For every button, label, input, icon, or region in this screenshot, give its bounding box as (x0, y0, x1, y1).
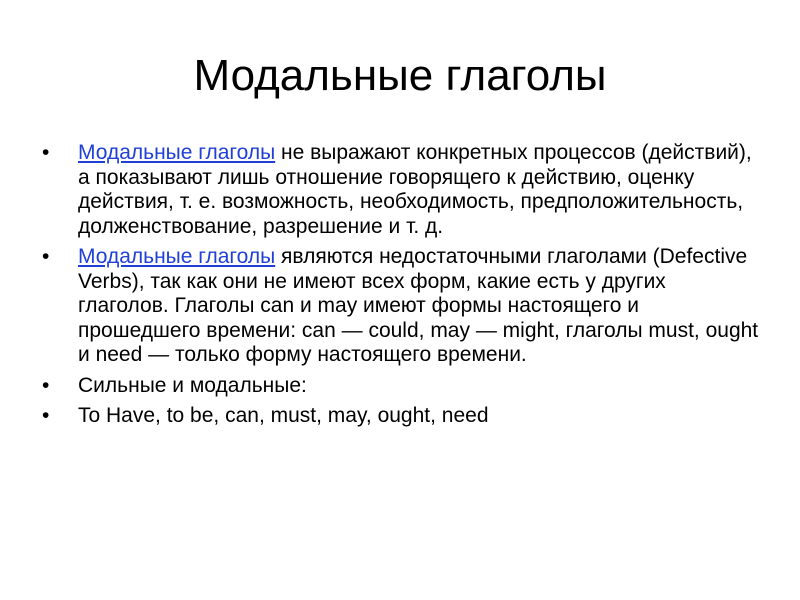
bullet-item-1 (40, 141, 760, 239)
bullet-1-link[interactable]: Модальные глаголы (78, 141, 276, 164)
bullet-list (40, 141, 760, 435)
bullet-dot-icon: • (42, 245, 50, 268)
bullet-2-link[interactable]: Модальные глаголы (78, 245, 276, 268)
bullet-item-3 (40, 374, 760, 399)
slide-title: Модальные глаголы (193, 51, 607, 100)
bullet-4-text: To Have, to be, can, must, may, ought, need (78, 404, 489, 427)
bullet-dot-icon: • (42, 404, 50, 427)
bullet-1-text: не выражают конкретных процессов (действий), а показывают лишь отношение говорящего к действию, оценку действия, т. е. возможность, необходимость, предположительность, долженствование, разрешение и т. д. (78, 141, 752, 238)
bullet-item-2 (40, 245, 760, 368)
bullet-dot-icon: • (42, 373, 50, 397)
bullet-item-4 (40, 404, 760, 429)
bullet-3-text: Сильные и модальные: (78, 373, 307, 397)
bullet-dot-icon: • (42, 141, 50, 164)
bullet-2-text: являются недостаточными глаголами (Defective Verbs), так как они не имеют всех форм, какие есть у других глаголов. Глаголы can и may имеют формы настоящего и прошедшего времени: can — could, may — might, глаголы must, ought и need — только форму настоящего времени. (78, 245, 759, 366)
